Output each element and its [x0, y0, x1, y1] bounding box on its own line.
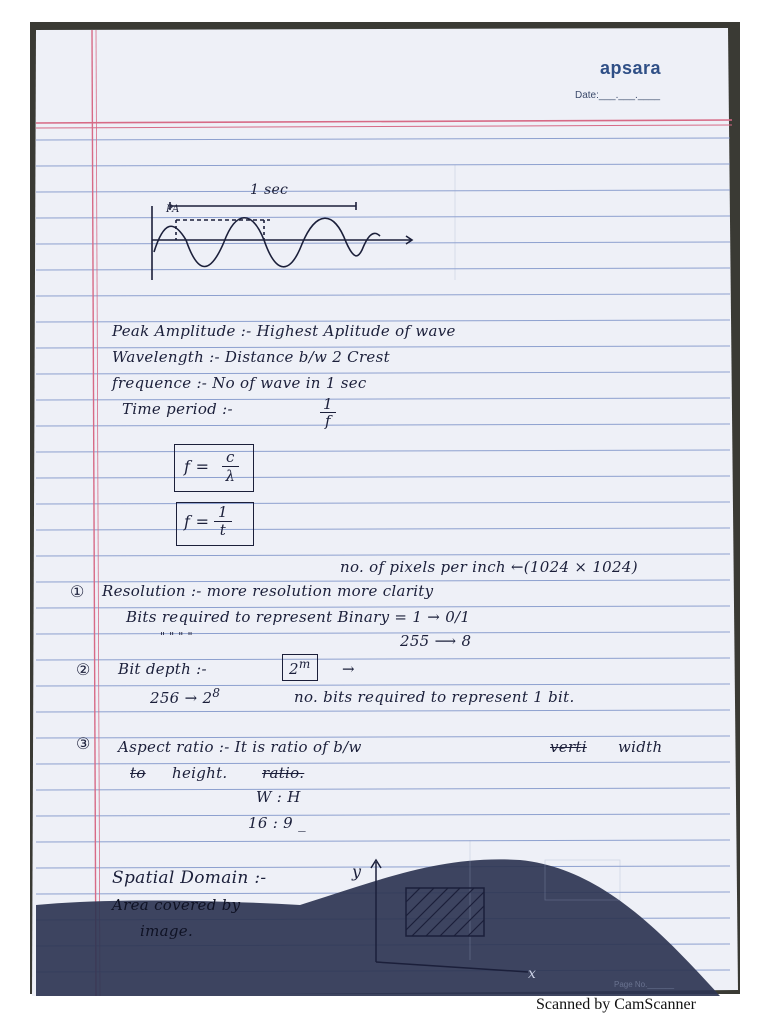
notebook-brand-logo: apsara [600, 58, 662, 78]
time-period-denominator: f [324, 412, 331, 430]
image-area-hatching [406, 888, 484, 936]
camscanner-footer: Scanned by CamScanner [536, 996, 696, 1013]
spatial-y-axis-label: y [352, 862, 362, 881]
frequency-definition: frequence :- No of wave in 1 sec [112, 374, 367, 392]
spatial-domain-title: Spatial Domain :- [112, 868, 267, 888]
bit-depth-explanation: no. bits required to represent 1 bit. [294, 688, 575, 706]
formula1-fraction [222, 448, 239, 485]
aspect-ratio-number: ③ [76, 734, 91, 753]
aspect-ratio-height-word: height. [172, 764, 228, 782]
bits-required-line: Bits required to represent Binary = 1 → 0/1 [126, 608, 471, 626]
peak-amplitude-marker: PA [166, 204, 180, 215]
bit-depth-arrow: → [342, 660, 355, 678]
aspect-ratio-width-word: width [618, 738, 663, 756]
bit-depth-256-line [150, 686, 220, 707]
aspect-ratio-w-h: W : H [256, 788, 301, 806]
formula2-numerator: 1 [214, 504, 232, 522]
spatial-domain-axes [360, 850, 550, 990]
wavelength-definition: Wavelength :- Distance b/w 2 Crest [112, 348, 390, 366]
resolution-definition: Resolution :- more resolution more clarity [102, 582, 434, 600]
aspect-ratio-16-9: 16 : 9 _ [248, 814, 306, 832]
peak-amplitude-definition: Peak Amplitude :- Highest Aplitude of wave [112, 322, 456, 340]
image-area-rectangle [406, 888, 484, 936]
bit-depth-exponent: m [298, 657, 311, 671]
bit-depth-256-exponent: 8 [212, 686, 221, 700]
aspect-ratio-struck-to: to [130, 764, 146, 782]
bit-depth-256: 256 → 2 [150, 689, 213, 707]
spatial-x-axis-label: x [528, 966, 537, 982]
time-period-definition: Time period :- [122, 400, 233, 418]
page-number-label: Page No.______ [614, 980, 675, 989]
pixels-per-inch-note: no. of pixels per inch ←(1024 × 1024) [340, 558, 638, 576]
formula1-lhs: f = [184, 457, 210, 476]
formula1-denominator: λ [225, 467, 236, 485]
formula2-denominator: t [219, 521, 227, 539]
formula2-lhs: f = [184, 512, 210, 531]
bit-depth-formula-box [282, 654, 318, 681]
aspect-ratio-struck-ratio: ratio. [262, 764, 305, 782]
formula1-numerator: c [222, 448, 239, 467]
spatial-domain-line2: Area covered by [112, 896, 241, 914]
time-period-numerator: 1 [320, 396, 336, 413]
time-period-fraction [320, 396, 336, 429]
one-second-label: 1 sec [250, 182, 289, 198]
formula2-fraction [214, 504, 232, 539]
aspect-ratio-definition: Aspect ratio :- It is ratio of b/w [118, 738, 362, 756]
date-field-label: Date:___.___.____ [575, 90, 661, 101]
bit-depth-number: ② [76, 660, 91, 679]
resolution-number: ① [70, 582, 85, 601]
ditto-marks: " " " " [160, 630, 193, 643]
sine-wave [154, 218, 380, 267]
bits-255-line: 255 ⟶ 8 [400, 632, 472, 650]
spatial-domain-line3: image. [140, 922, 194, 940]
bit-depth-base: 2 [289, 660, 299, 678]
bit-depth-title: Bit depth :- [118, 660, 207, 678]
aspect-ratio-struck-word: verti [550, 738, 587, 756]
